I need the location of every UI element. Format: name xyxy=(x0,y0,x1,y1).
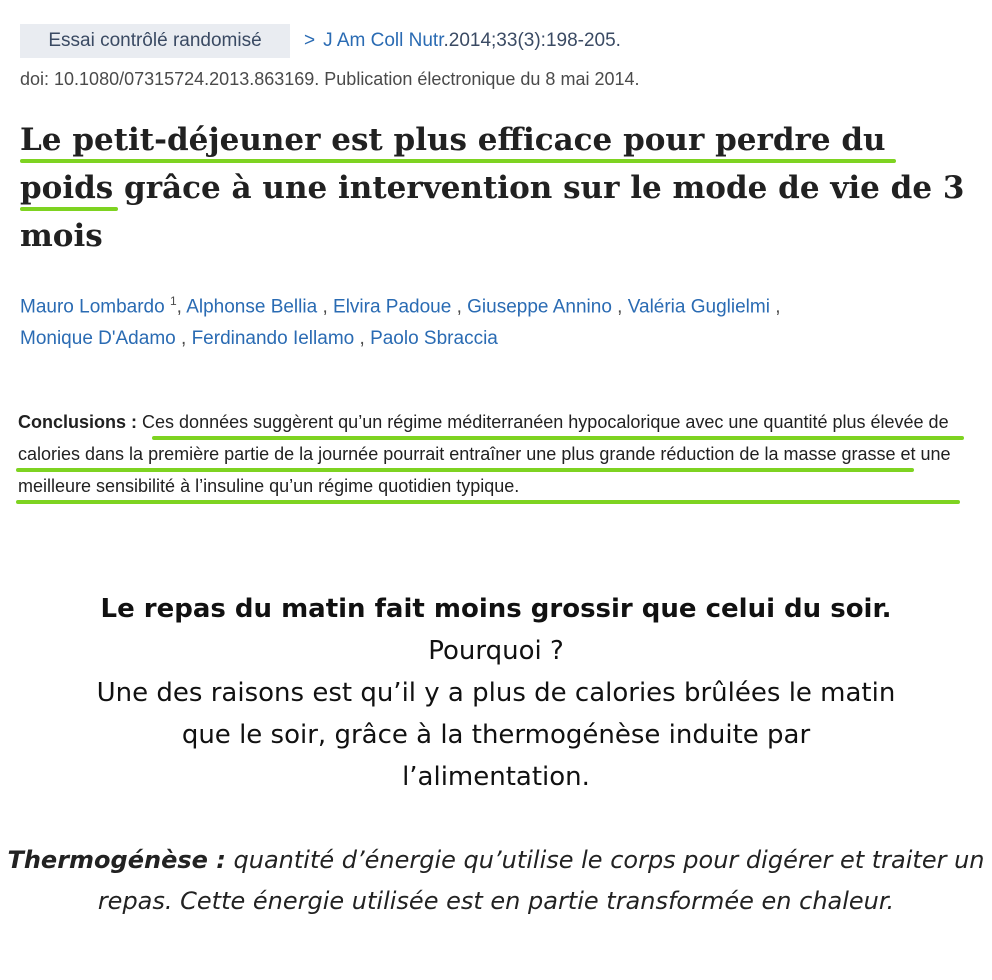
affiliation-marker[interactable]: 1 xyxy=(169,294,177,308)
author-separator: , xyxy=(611,296,628,318)
conclusion-highlight-line-3 xyxy=(16,500,960,504)
citation-details: .2014;33(3):198-205. xyxy=(443,30,621,51)
author-link[interactable]: Giuseppe Annino xyxy=(467,296,612,318)
title-highlight-line-2 xyxy=(20,207,118,211)
journal-link[interactable]: J Am Coll Nutr xyxy=(323,30,444,51)
conclusion-highlight-line-1 xyxy=(152,436,964,440)
author-separator: , xyxy=(317,296,334,318)
doi-line: doi: 10.1080/07315724.2013.863169. Publication électronique du 8 mai 2014. xyxy=(20,69,640,89)
author-link[interactable]: Alphonse Bellia xyxy=(186,296,318,318)
author-link[interactable]: Paolo Sbraccia xyxy=(370,328,498,350)
conclusion-text: Ces données suggèrent qu’un régime méditerranéen hypocalorique avec une quantité plus élevée de calories dans la première partie de la journée pourrait entraîner une plus grande réduction de la masse grasse et une meilleure sensibilité à l’insuline qu’un régime quotidien typique. xyxy=(18,412,951,496)
definition-text: quantité d’énergie qu’utilise le corps pour digérer et traiter un repas. Cette énergie utilisée est en partie transformée en chaleur. xyxy=(97,846,985,915)
definition-term: Thermogénèse : xyxy=(7,846,226,874)
author-link[interactable]: Monique D'Adamo xyxy=(20,328,176,350)
author-link[interactable]: Mauro Lombardo xyxy=(20,296,165,318)
author-separator: , xyxy=(769,296,781,318)
author-separator: , xyxy=(176,296,187,318)
article-type-badge[interactable]: Essai contrôlé randomisé xyxy=(20,24,290,58)
commentary-headline: Le repas du matin fait moins grossir que celui du soir. xyxy=(100,594,892,624)
author-separator: , xyxy=(451,296,468,318)
author-separator: , xyxy=(354,328,371,350)
author-link[interactable]: Ferdinando Iellamo xyxy=(191,328,355,350)
article-title: Le petit-déjeuner est plus efficace pour perdre du poids grâce à une intervention sur le mode de vie de 3 mois xyxy=(20,122,965,254)
commentary-question: Pourquoi ? xyxy=(428,636,564,666)
conclusion-highlight-line-2 xyxy=(16,468,914,472)
title-highlight-line-1 xyxy=(20,159,896,163)
thermogenesis-definition xyxy=(0,840,992,922)
journal-citation xyxy=(304,30,621,52)
conclusion-label: Conclusions : xyxy=(18,412,138,432)
author-link[interactable]: Valéria Guglielmi xyxy=(627,296,770,318)
commentary-answer-line: Une des raisons est qu’il y a plus de calories brûlées le matin xyxy=(96,678,896,708)
author-list xyxy=(20,285,960,355)
commentary-answer-line: l’alimentation. xyxy=(402,762,590,792)
conclusion-paragraph xyxy=(18,406,978,502)
commentary-answer-line: que le soir, grâce à la thermogénèse induite par xyxy=(181,720,811,750)
commentary-block xyxy=(0,588,992,798)
author-link[interactable]: Elvira Padoue xyxy=(333,296,452,318)
chevron-right-icon: > xyxy=(304,30,316,51)
author-separator: , xyxy=(175,328,192,350)
